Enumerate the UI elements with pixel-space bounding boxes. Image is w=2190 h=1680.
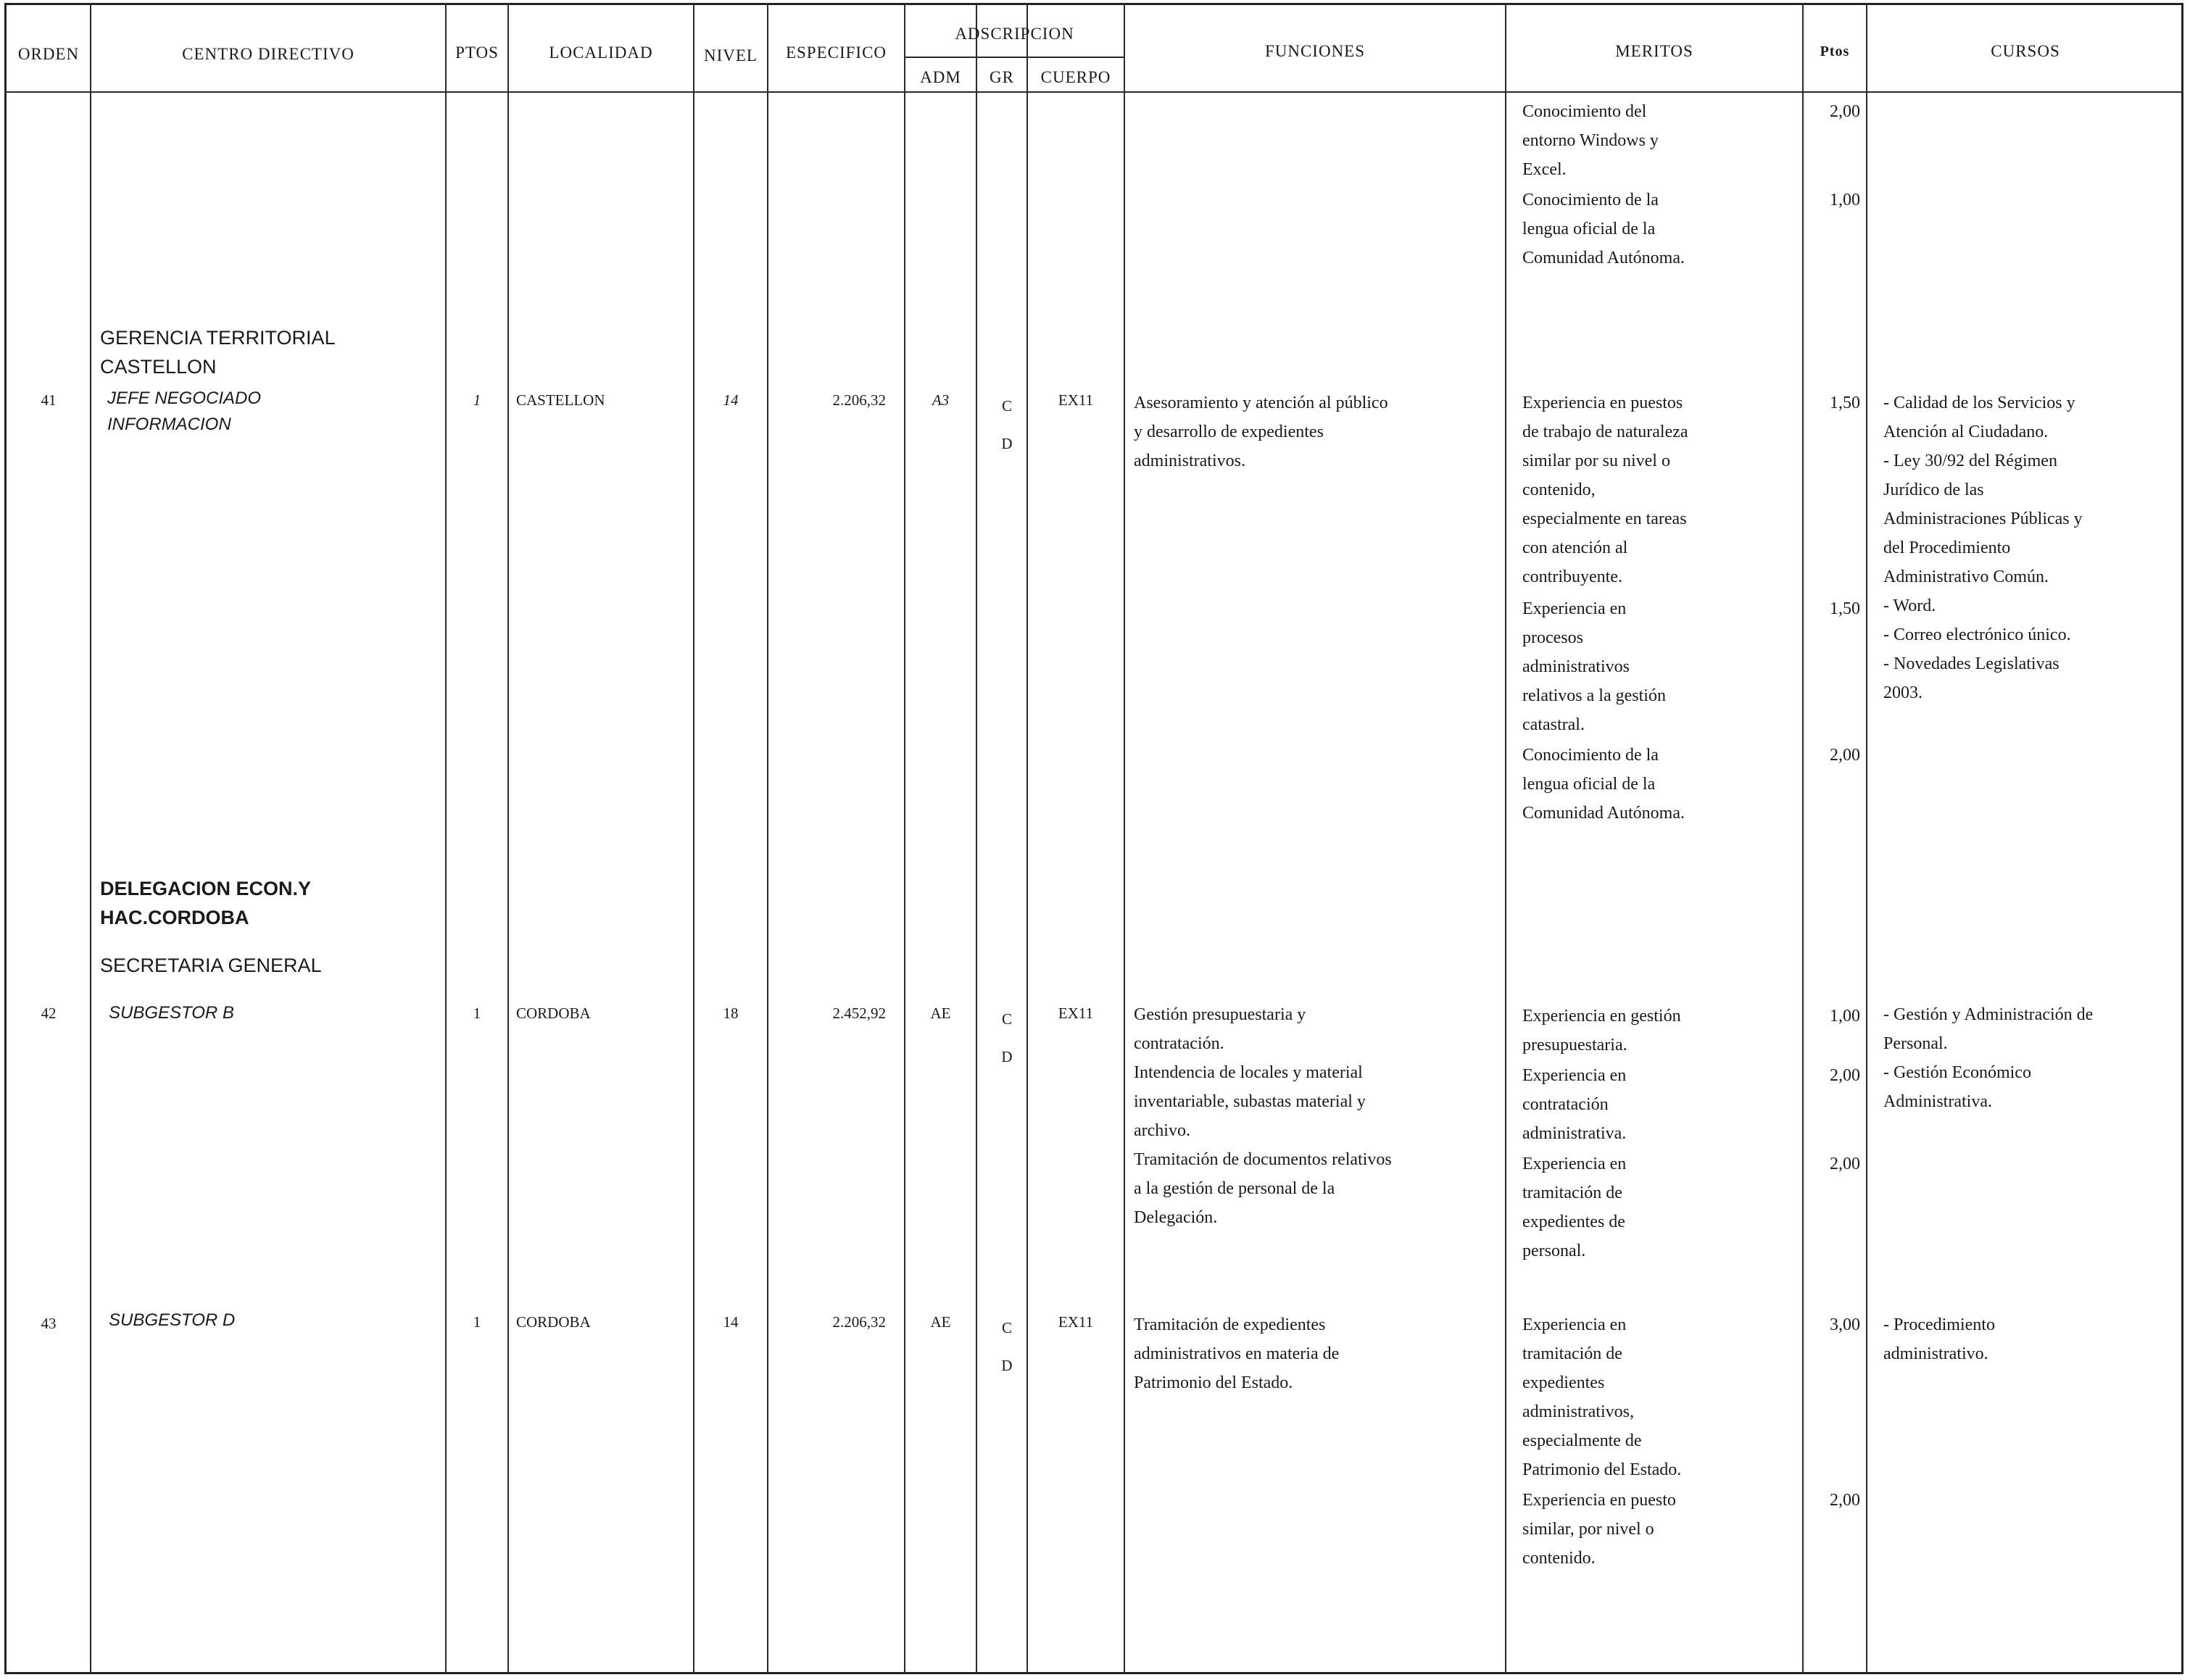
row-nivel: 18 [723, 1005, 739, 1022]
merito-text: Experiencia en tramitación de expedientes de personal. [1522, 1155, 1627, 1260]
column-divider [1866, 3, 1867, 1674]
header-localidad: LOCALIDAD [549, 43, 653, 62]
header-centro-directivo: CENTRO DIRECTIVO [182, 45, 354, 63]
row-nivel: 14 [723, 391, 739, 409]
row-ptos: 1 [473, 1313, 481, 1331]
table-frame [4, 3, 2183, 1674]
column-divider [507, 3, 509, 1674]
header-ptos: PTOS [455, 43, 499, 62]
row-especifico: 2.452,92 [832, 1005, 886, 1022]
row-cursos: - Gestión y Administración de Personal. - Gestión Económico Administrativa. [1883, 1005, 2094, 1111]
adscripcion-rule [904, 57, 1124, 58]
row-gr: C D [1001, 1319, 1013, 1374]
row-cursos: - Procedimiento administrativo. [1883, 1315, 1995, 1363]
column-divider [976, 3, 977, 1674]
merito-ptos: 2,00 [1830, 746, 1860, 765]
merito-text: Conocimiento de la lengua oficial de la Comunidad Autónoma. [1522, 746, 1685, 823]
merito-ptos: 3,00 [1830, 1315, 1860, 1334]
row-localidad: CASTELLON [516, 391, 605, 409]
column-divider [904, 3, 905, 1674]
merito-ptos: 2,00 [1830, 1155, 1860, 1173]
header-especifico: ESPECIFICO [785, 43, 887, 62]
merito-text: Experiencia en procesos administrativos relativos a la gestión catastral. [1522, 599, 1666, 734]
header-adscripcion: ADSCRIPCION [955, 25, 1074, 43]
merito-ptos: 1,00 [1830, 191, 1860, 209]
header-cursos: CURSOS [1991, 42, 2060, 60]
row-localidad: CORDOBA [516, 1005, 591, 1022]
header-bottom-rule [4, 91, 2183, 93]
header-ptos-meritos: Ptos [1820, 43, 1850, 59]
column-divider [767, 3, 768, 1674]
merito-text: Conocimiento del entorno Windows y Excel. [1522, 102, 1659, 179]
merito-text: Experiencia en contratación administrativa. [1522, 1066, 1627, 1143]
header-cuerpo: CUERPO [1040, 68, 1111, 86]
merito-text: Experiencia en puesto similar, por nivel o contenido. [1522, 1491, 1676, 1568]
column-divider [1505, 3, 1506, 1674]
column-divider [1124, 3, 1125, 1674]
header-funciones: FUNCIONES [1264, 42, 1366, 60]
header-meritos: MERITOS [1615, 42, 1693, 60]
row-especifico: 2.206,32 [832, 1313, 886, 1331]
merito-text: Experiencia en gestión presupuestaria. [1522, 1007, 1681, 1055]
section-heading: DELEGACION ECON.Y HAC.CORDOBA [100, 878, 312, 928]
section-heading: SECRETARIA GENERAL [100, 955, 322, 976]
column-divider [1026, 3, 1028, 1674]
merito-ptos: 2,00 [1830, 1491, 1860, 1510]
merito-text: Conocimiento de la lengua oficial de la Comunidad Autónoma. [1522, 191, 1685, 267]
row-cursos: - Calidad de los Servicios y Atención al Ciudadano. - Ley 30/92 del Régimen Jurídico de las Administraciones Públicas y del Procedimiento Administrativo Común. - Word. - Correo electrónico único. - Novedades Legislativas 2003. [1883, 394, 2083, 702]
row-especifico: 2.206,32 [832, 391, 886, 409]
row-localidad: CORDOBA [516, 1313, 591, 1331]
row-orden: 42 [41, 1005, 57, 1022]
merito-ptos: 2,00 [1830, 102, 1860, 121]
merito-ptos: 1,00 [1830, 1007, 1860, 1026]
row-adm: AE [930, 1005, 951, 1022]
row-adm: AE [930, 1313, 951, 1331]
header-adm: ADM [920, 68, 961, 86]
column-divider [90, 3, 91, 1674]
header-gr: GR [990, 68, 1014, 86]
merito-ptos: 2,00 [1830, 1066, 1860, 1085]
merito-ptos: 1,50 [1830, 599, 1860, 618]
row-puesto: SUBGESTOR B [109, 1003, 234, 1023]
row-ptos: 1 [473, 391, 481, 409]
row-ptos: 1 [473, 1005, 481, 1022]
row-orden: 41 [41, 391, 57, 409]
header-orden: ORDEN [17, 45, 80, 63]
row-puesto: SUBGESTOR D [109, 1310, 236, 1330]
row-gr: C D [1001, 397, 1013, 452]
header-nivel: NIVEL [704, 46, 758, 65]
row-funciones: Asesoramiento y atención al público y desarrollo de expedientes administrativos. [1134, 394, 1388, 470]
row-funciones: Tramitación de expedientes administrativos en materia de Patrimonio del Estado. [1134, 1315, 1340, 1392]
row-cuerpo: EX11 [1058, 1005, 1094, 1022]
row-puesto: JEFE NEGOCIADO INFORMACION [107, 388, 262, 434]
merito-ptos: 1,50 [1830, 394, 1860, 412]
row-cuerpo: EX11 [1058, 1313, 1094, 1331]
section-heading: GERENCIA TERRITORIAL CASTELLON [100, 327, 336, 378]
merito-text: Experiencia en tramitación de expedientes administrativos, especialmente de Patrimonio del Estado. [1522, 1315, 1682, 1479]
row-gr: C D [1001, 1010, 1013, 1065]
row-cuerpo: EX11 [1058, 391, 1094, 409]
row-funciones: Gestión presupuestaria y contratación. Intendencia de locales y material inventariable, subastas material y archivo. Tramitación de documentos relativos a la gestión de personal de la Delegación. [1134, 1005, 1392, 1227]
column-divider [693, 3, 694, 1674]
column-divider [1802, 3, 1804, 1674]
column-divider [445, 3, 447, 1674]
row-orden: 43 [41, 1315, 57, 1332]
row-adm: A3 [932, 391, 950, 409]
row-nivel: 14 [723, 1313, 739, 1331]
merito-text: Experiencia en puestos de trabajo de naturaleza similar por su nivel o contenido, especialmente en tareas con atención al contribuyente. [1522, 394, 1688, 586]
